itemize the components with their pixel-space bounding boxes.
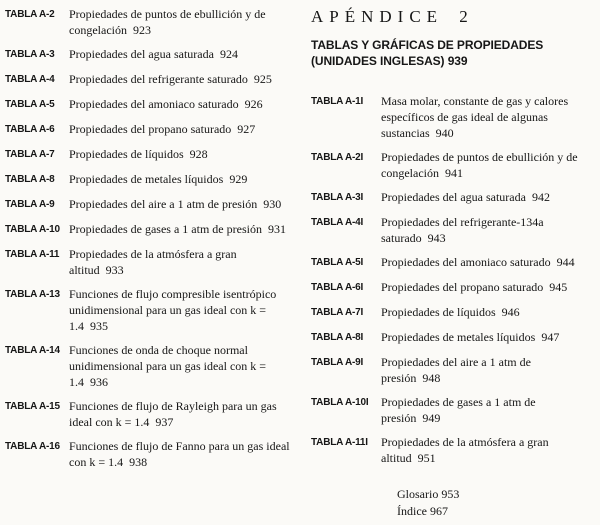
table-description: Propiedades del propano saturado bbox=[381, 280, 544, 294]
glossary-entry bbox=[397, 486, 589, 502]
table-label: TABLA A-6 bbox=[5, 124, 55, 135]
table-label: TABLA A-3I bbox=[311, 192, 364, 203]
table-description: Propiedades de la atmósfera a gran altitud bbox=[381, 435, 549, 465]
appendix-subheading-page: 939 bbox=[447, 54, 468, 68]
page-number: 937 bbox=[155, 415, 174, 429]
toc-entry bbox=[5, 6, 291, 38]
toc-entry bbox=[311, 93, 589, 141]
glossary-label: Glosario bbox=[397, 487, 439, 501]
page-number: 925 bbox=[253, 72, 272, 86]
toc-entry bbox=[5, 246, 291, 278]
table-label: TABLA A-16 bbox=[5, 441, 60, 452]
page-number: 943 bbox=[427, 231, 446, 245]
table-label: TABLA A-2 bbox=[5, 9, 55, 20]
table-description: Propiedades del aire a 1 atm de presión bbox=[69, 197, 258, 211]
index-page: 967 bbox=[429, 504, 448, 518]
toc-entry bbox=[5, 121, 291, 138]
toc-entry bbox=[5, 221, 291, 238]
table-label: TABLA A-14 bbox=[5, 345, 60, 356]
table-label: TABLA A-9I bbox=[311, 357, 364, 368]
back-matter bbox=[397, 486, 589, 520]
table-label: TABLA A-5I bbox=[311, 257, 364, 268]
left-column bbox=[5, 6, 303, 525]
page-number: 942 bbox=[531, 190, 550, 204]
table-description: Funciones de onda de choque normal unidimensional para un gas ideal con k = 1.4 bbox=[69, 343, 267, 389]
toc-entry bbox=[311, 254, 589, 271]
table-label: TABLA A-8I bbox=[311, 332, 364, 343]
table-description: Propiedades de metales líquidos bbox=[69, 172, 224, 186]
page-number: 951 bbox=[417, 451, 436, 465]
table-label: TABLA A-15 bbox=[5, 401, 60, 412]
toc-entry bbox=[311, 279, 589, 296]
glossary-page: 953 bbox=[441, 487, 460, 501]
table-label: TABLA A-1I bbox=[311, 96, 364, 107]
index-label: Índice bbox=[397, 504, 427, 518]
appendix-heading: APÉNDICE 2 bbox=[311, 7, 474, 26]
toc-entry bbox=[311, 149, 589, 181]
table-description: Funciones de flujo de Rayleigh para un gas ideal con k = 1.4 bbox=[69, 399, 277, 429]
index-entry bbox=[397, 503, 589, 519]
page-number: 949 bbox=[422, 411, 441, 425]
page-number: 945 bbox=[549, 280, 568, 294]
toc-entry bbox=[311, 304, 589, 321]
table-label: TABLA A-3 bbox=[5, 49, 55, 60]
toc-entry bbox=[5, 286, 291, 334]
table-description: Funciones de flujo de Fanno para un gas ideal con k = 1.4 bbox=[69, 439, 290, 469]
table-description: Propiedades de puntos de ebullición y de congelación bbox=[381, 150, 578, 180]
toc-entry bbox=[311, 214, 589, 246]
toc-entry bbox=[5, 438, 291, 470]
table-description: Propiedades de líquidos bbox=[381, 305, 496, 319]
table-description: Propiedades del amoniaco saturado bbox=[69, 97, 239, 111]
toc-entry bbox=[311, 394, 589, 426]
table-description: Propiedades del refrigerante saturado bbox=[69, 72, 248, 86]
page-number: 947 bbox=[541, 330, 560, 344]
table-label: TABLA A-4 bbox=[5, 74, 55, 85]
table-label: TABLA A-7 bbox=[5, 149, 55, 160]
table-label: TABLA A-13 bbox=[5, 289, 60, 300]
toc-entry bbox=[5, 342, 291, 390]
page-number: 940 bbox=[435, 126, 454, 140]
page-number: 927 bbox=[237, 122, 256, 136]
toc-entry bbox=[311, 434, 589, 466]
appendix-subheading-text: TABLAS Y GRÁFICAS DE PROPIEDADES (UNIDADES INGLESAS) bbox=[311, 38, 544, 68]
page-number: 924 bbox=[219, 47, 238, 61]
table-description: Propiedades del amoniaco saturado bbox=[381, 255, 551, 269]
page-number: 931 bbox=[267, 222, 286, 236]
toc-entry bbox=[311, 329, 589, 346]
toc-entry bbox=[5, 146, 291, 163]
table-description: Propiedades del refrigerante-134a saturado bbox=[381, 215, 544, 245]
page-number: 933 bbox=[105, 263, 124, 277]
table-description: Propiedades de la atmósfera a gran altitud bbox=[69, 247, 237, 277]
page-number: 930 bbox=[263, 197, 282, 211]
page-number: 928 bbox=[189, 147, 208, 161]
table-description: Propiedades de líquidos bbox=[69, 147, 184, 161]
table-label: TABLA A-10 bbox=[5, 224, 60, 235]
table-label: TABLA A-4I bbox=[311, 217, 364, 228]
page-number: 936 bbox=[90, 375, 108, 389]
table-label: TABLA A-11I bbox=[311, 437, 368, 448]
table-description: Propiedades de gases a 1 atm de presión bbox=[69, 222, 262, 236]
toc-entry bbox=[5, 171, 291, 188]
table-description: Propiedades del agua saturada bbox=[69, 47, 214, 61]
table-description: Propiedades de gases a 1 atm de presión bbox=[381, 395, 536, 425]
table-description: Masa molar, constante de gas y calores específicos de gas ideal de algunas sustancias bbox=[381, 94, 569, 140]
page-number: 938 bbox=[129, 455, 148, 469]
table-description: Funciones de flujo compresible isentrópico unidimensional para un gas ideal con k = 1.4 bbox=[69, 287, 277, 333]
table-description: Propiedades de puntos de ebullición y de congelación bbox=[69, 7, 266, 37]
toc-entry bbox=[5, 71, 291, 88]
table-description: Propiedades del agua saturada bbox=[381, 190, 526, 204]
table-label: TABLA A-10I bbox=[311, 397, 369, 408]
toc-entry bbox=[5, 46, 291, 63]
table-description: Propiedades del aire a 1 atm de presión bbox=[381, 355, 531, 385]
page-number: 946 bbox=[501, 305, 520, 319]
table-label: TABLA A-9 bbox=[5, 199, 55, 210]
page-number: 948 bbox=[422, 371, 441, 385]
table-label: TABLA A-11 bbox=[5, 249, 60, 260]
page-number: 926 bbox=[244, 97, 263, 111]
table-description: Propiedades de metales líquidos bbox=[381, 330, 536, 344]
toc-entry bbox=[5, 398, 291, 430]
table-label: TABLA A-7I bbox=[311, 307, 364, 318]
appendix-subheading bbox=[311, 37, 569, 69]
page-number: 935 bbox=[90, 319, 108, 333]
page-number: 929 bbox=[229, 172, 248, 186]
page-number: 941 bbox=[444, 166, 463, 180]
table-description: Propiedades del propano saturado bbox=[69, 122, 232, 136]
toc-entry bbox=[5, 196, 291, 213]
table-label: TABLA A-8 bbox=[5, 174, 55, 185]
table-label: TABLA A-2I bbox=[311, 152, 364, 163]
toc-entry bbox=[311, 189, 589, 206]
toc-entry bbox=[5, 96, 291, 113]
toc-entry bbox=[311, 354, 589, 386]
page-number: 944 bbox=[556, 255, 575, 269]
table-label: TABLA A-6I bbox=[311, 282, 364, 293]
page-number: 923 bbox=[132, 23, 151, 37]
right-column bbox=[303, 6, 589, 525]
table-label: TABLA A-5 bbox=[5, 99, 55, 110]
